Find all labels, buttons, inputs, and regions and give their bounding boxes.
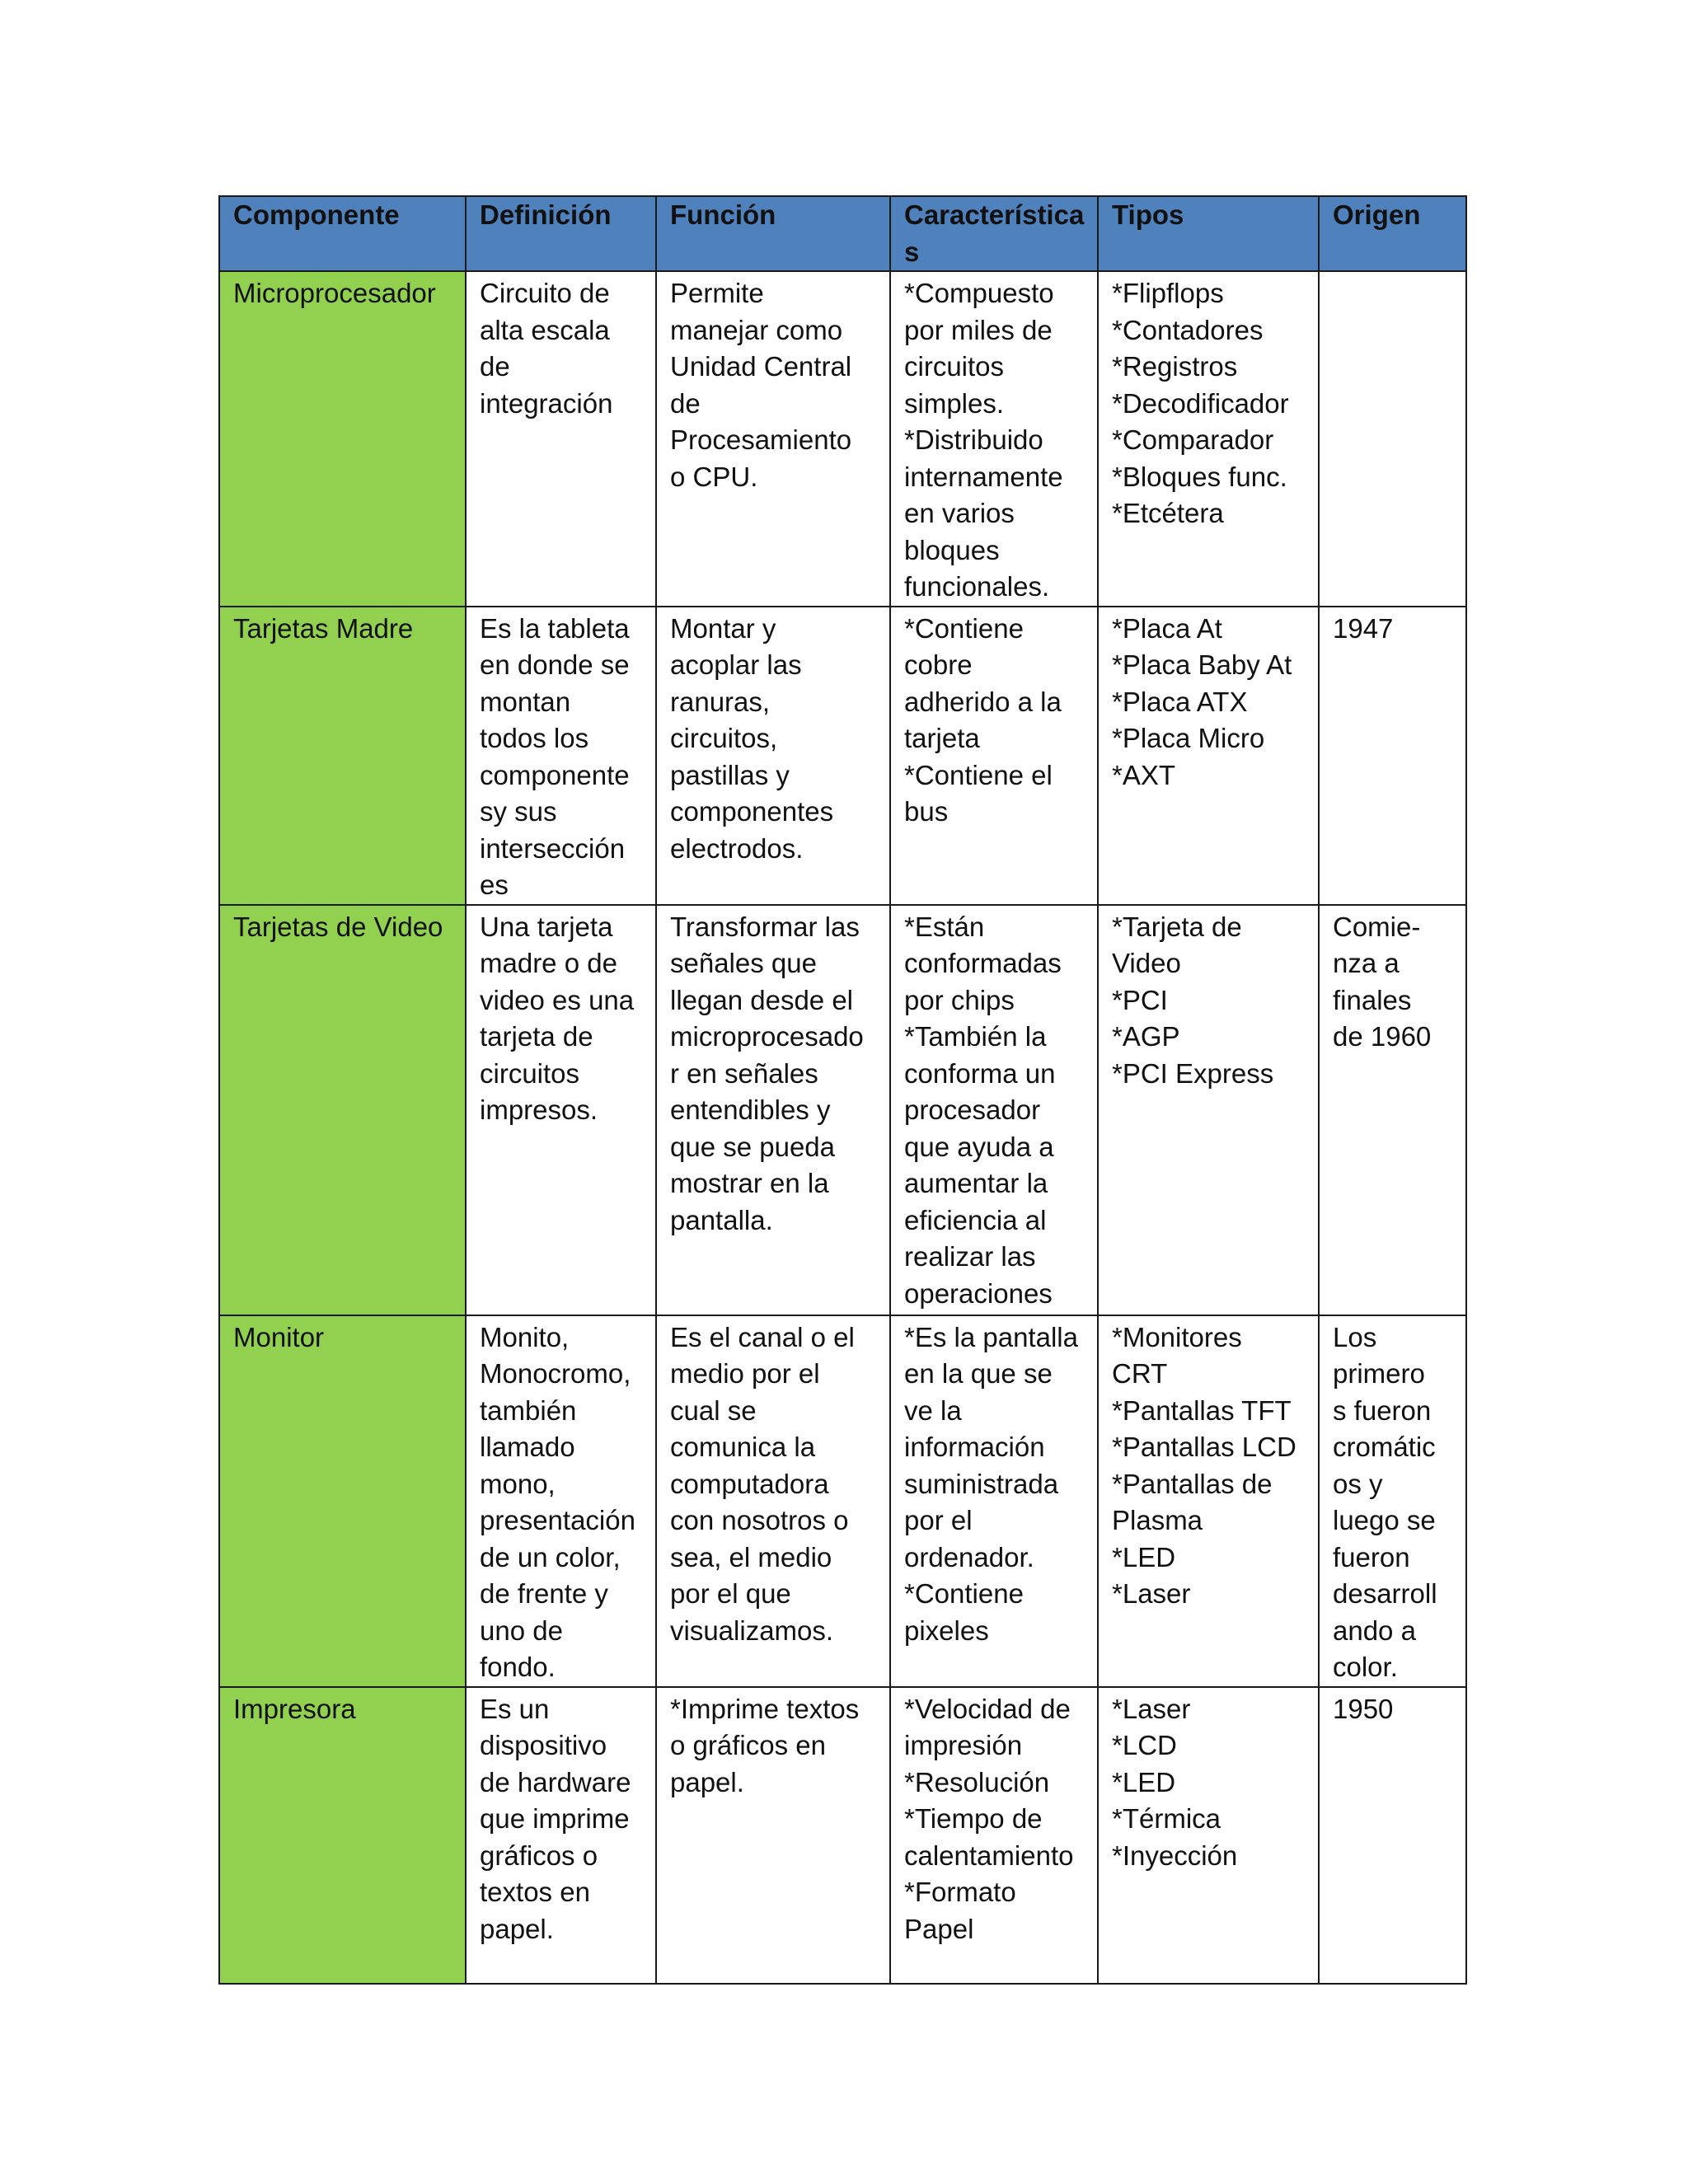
cell-definicion: Es un dispositivo de hardware que imprime gráficos o textos en papel. xyxy=(466,1687,656,1984)
cell-tipos: *Tarjeta de Video *PCI *AGP *PCI Express xyxy=(1098,905,1319,1315)
cell-funcion: Permite manejar como Unidad Central de Procesamiento o CPU. xyxy=(656,271,890,607)
table-row xyxy=(219,1315,1466,1687)
cell-tipos: *Laser *LCD *LED *Térmica *Inyección xyxy=(1098,1687,1319,1984)
cell-componente: Impresora xyxy=(219,1687,466,1984)
cell-tipos: *Placa At *Placa Baby At *Placa ATX *Placa Micro *AXT xyxy=(1098,607,1319,905)
cell-funcion: Es el canal o el medio por el cual se comunica la computadora con nosotros o sea, el medio por el que visualizamos. xyxy=(656,1315,890,1687)
cell-origen: Comie- nza a finales de 1960 xyxy=(1319,905,1466,1315)
cell-caracteristicas: *Están conformadas por chips *También la conforma un procesador que ayuda a aumentar la eficiencia al realizar las operaciones xyxy=(890,905,1098,1315)
cell-origen xyxy=(1319,271,1466,607)
cell-caracteristicas: *Velocidad de impresión *Resolución *Tiempo de calentamiento *Formato Papel xyxy=(890,1687,1098,1984)
components-table xyxy=(218,195,1467,1985)
header-origen: Origen xyxy=(1319,196,1466,271)
cell-definicion: Es la tableta en donde se montan todos los componente sy sus intersección es xyxy=(466,607,656,905)
table-row xyxy=(219,1687,1466,1984)
cell-funcion: Transformar las señales que llegan desde el microprocesado r en señales entendibles y que se pueda mostrar en la pantalla. xyxy=(656,905,890,1315)
cell-definicion: Una tarjeta madre o de video es una tarjeta de circuitos impresos. xyxy=(466,905,656,1315)
header-tipos: Tipos xyxy=(1098,196,1319,271)
header-caracteristicas: Característica s xyxy=(890,196,1098,271)
cell-caracteristicas: *Contiene cobre adherido a la tarjeta *Contiene el bus xyxy=(890,607,1098,905)
cell-funcion: *Imprime textos o gráficos en papel. xyxy=(656,1687,890,1984)
table-row xyxy=(219,905,1466,1315)
cell-componente: Tarjetas Madre xyxy=(219,607,466,905)
cell-componente: Microprocesador xyxy=(219,271,466,607)
cell-caracteristicas: *Es la pantalla en la que se ve la información suministrada por el ordenador. *Contiene pixeles xyxy=(890,1315,1098,1687)
table-row xyxy=(219,607,1466,905)
cell-origen: Los primero s fueron cromátic os y luego se fueron desarroll ando a color. xyxy=(1319,1315,1466,1687)
cell-definicion: Monito, Monocromo, también llamado mono, presentación de un color, de frente y uno de fondo. xyxy=(466,1315,656,1687)
cell-componente: Monitor xyxy=(219,1315,466,1687)
header-componente: Componente xyxy=(219,196,466,271)
header-funcion: Función xyxy=(656,196,890,271)
table-body xyxy=(219,271,1466,1984)
cell-origen: 1950 xyxy=(1319,1687,1466,1984)
cell-tipos: *Monitores CRT *Pantallas TFT *Pantallas LCD *Pantallas de Plasma *LED *Laser xyxy=(1098,1315,1319,1687)
cell-funcion: Montar y acoplar las ranuras, circuitos, pastillas y componentes electrodos. xyxy=(656,607,890,905)
cell-caracteristicas: *Compuesto por miles de circuitos simples. *Distribuido internamente en varios bloques funcionales. xyxy=(890,271,1098,607)
header-row xyxy=(219,196,1466,271)
cell-tipos: *Flipflops *Contadores *Registros *Decodificador *Comparador *Bloques func. *Etcétera xyxy=(1098,271,1319,607)
table-header xyxy=(219,196,1466,271)
cell-definicion: Circuito de alta escala de integración xyxy=(466,271,656,607)
cell-componente: Tarjetas de Video xyxy=(219,905,466,1315)
header-definicion: Definición xyxy=(466,196,656,271)
table-row xyxy=(219,271,1466,607)
cell-origen: 1947 xyxy=(1319,607,1466,905)
